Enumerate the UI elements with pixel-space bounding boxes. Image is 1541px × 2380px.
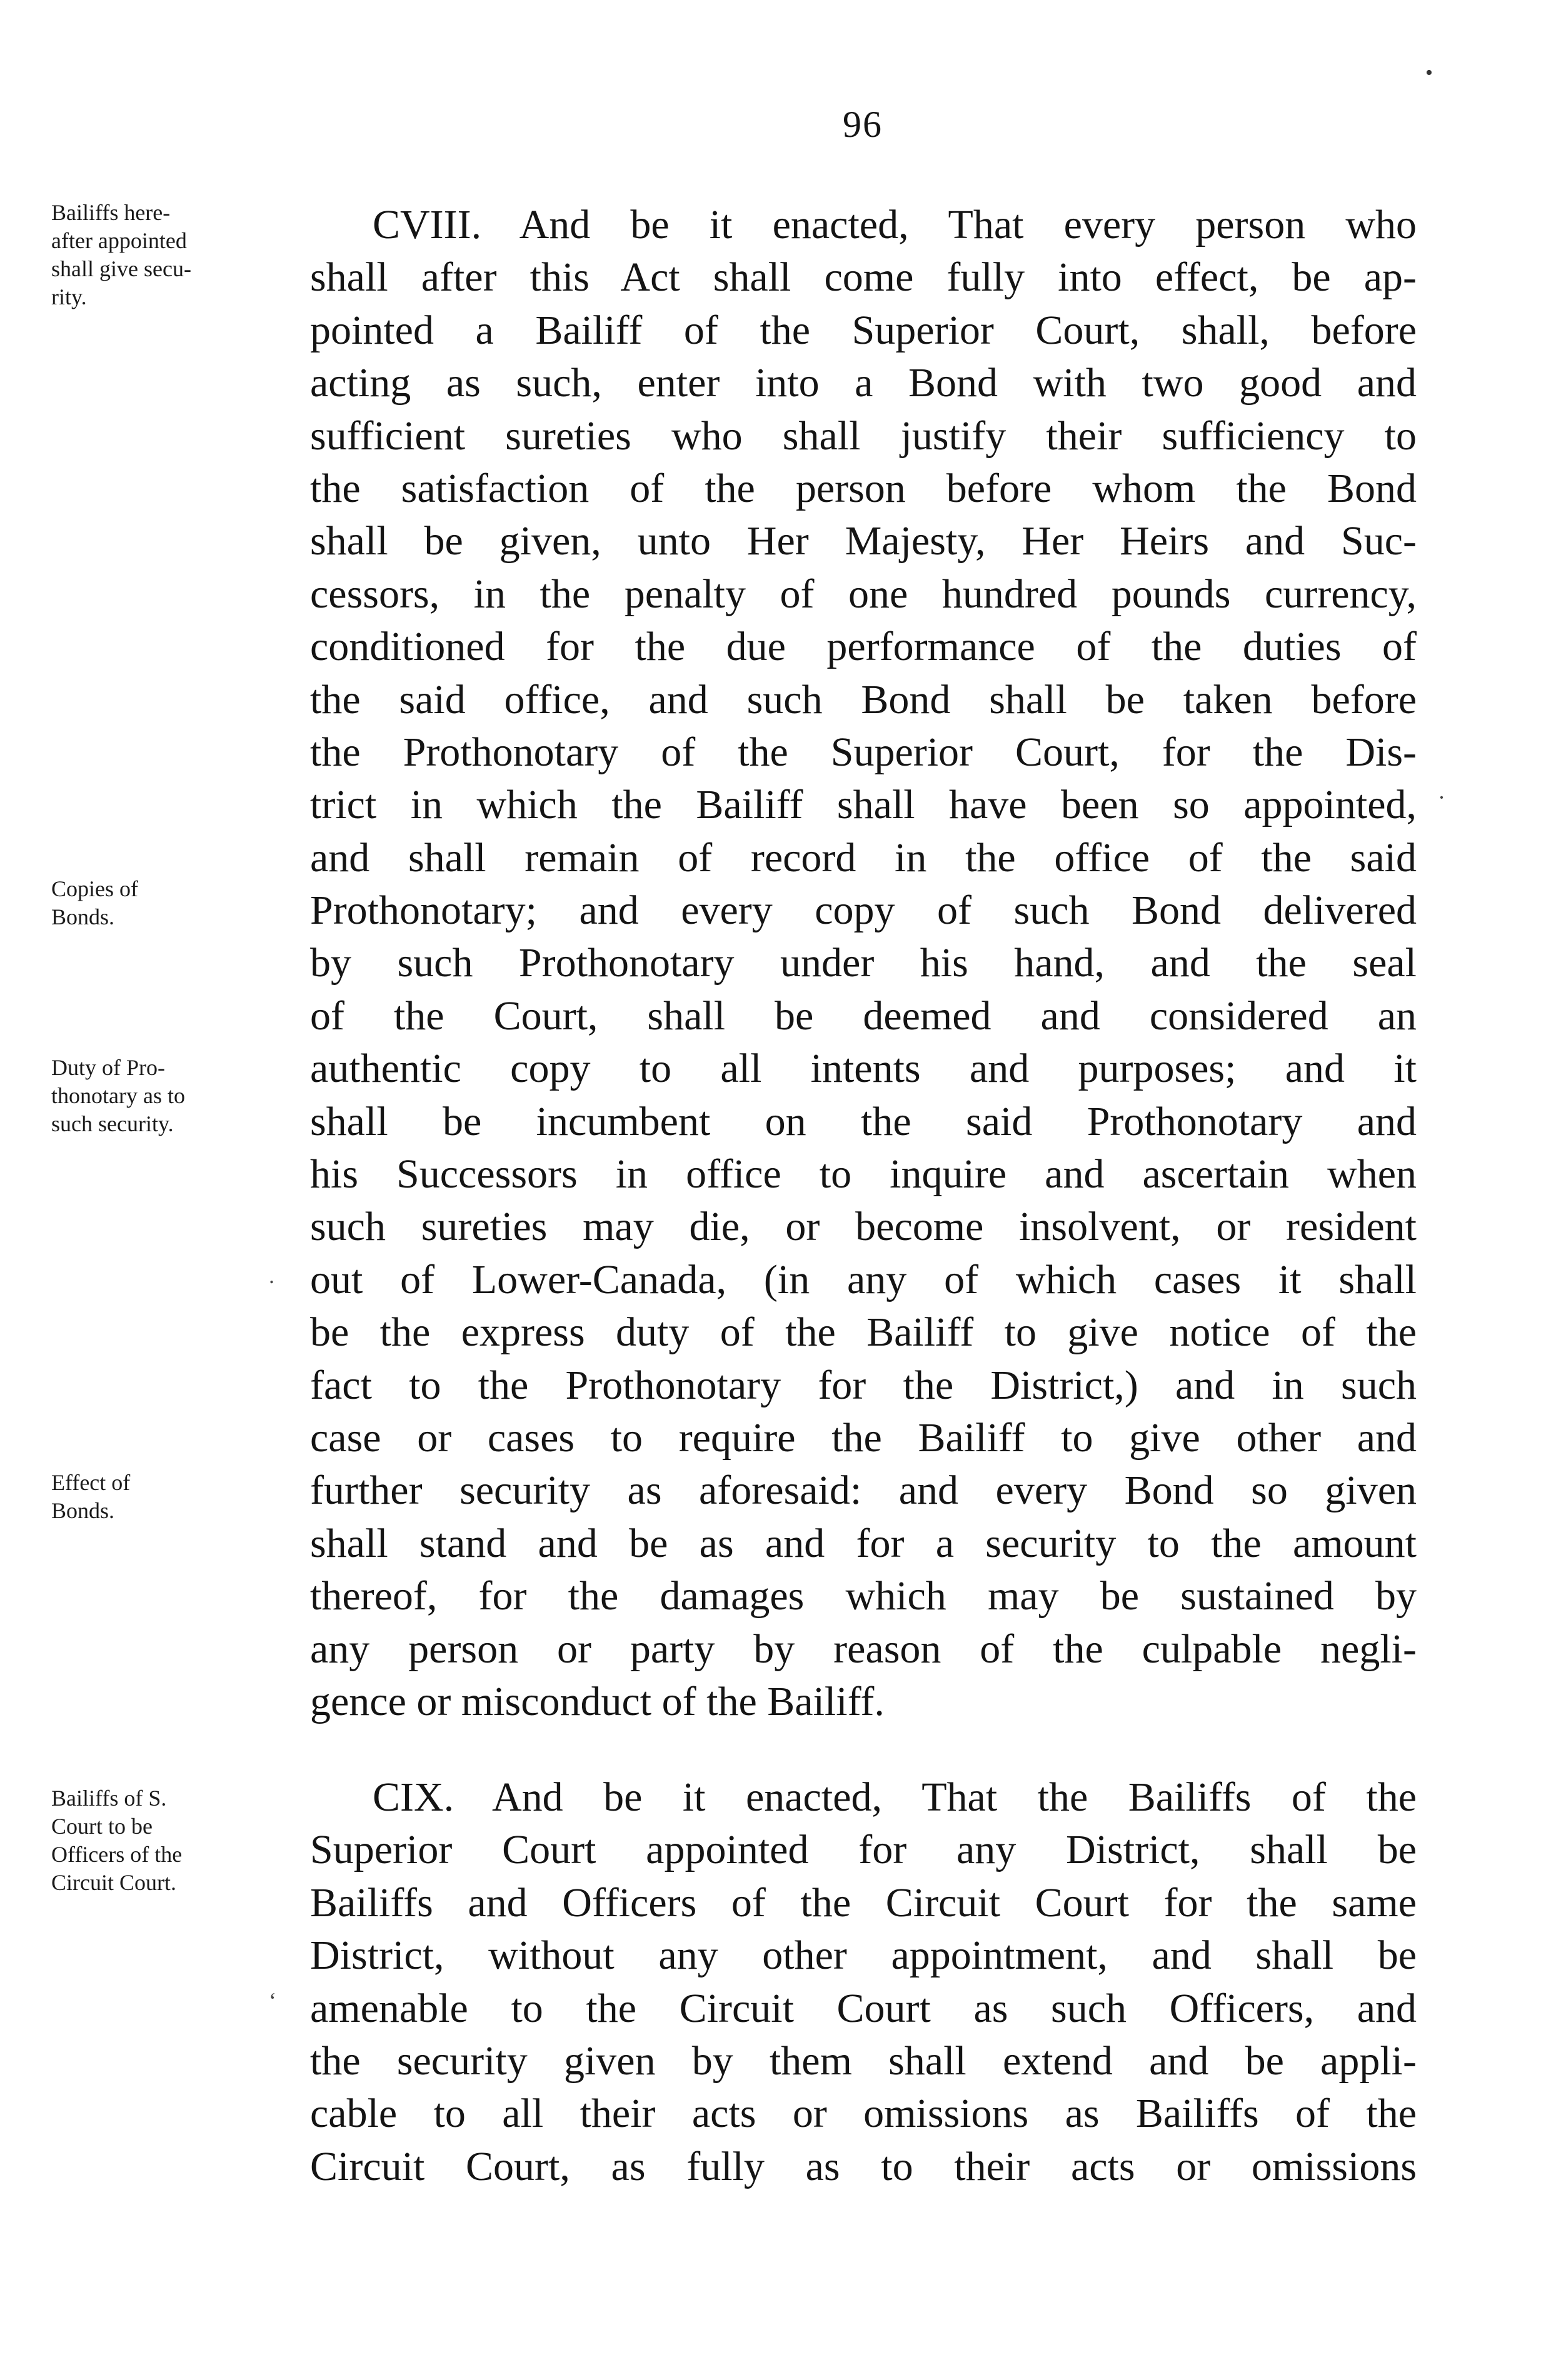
text-line: further security as aforesaid: and every Bond so given	[310, 1468, 1417, 1514]
text-line: trict in which the Bailiff shall have been so appointed,	[310, 782, 1417, 828]
margin-note-line: Bonds.	[51, 904, 115, 929]
page-number: 96	[843, 104, 883, 145]
text-line: cable to all their acts or omissions as Bailiffs of the	[310, 2091, 1417, 2137]
margin-note-line: Court to be	[51, 1814, 153, 1839]
text-line: out of Lower-Canada, (in any of which cases it shall	[310, 1256, 1417, 1302]
margin-note-line: such security.	[51, 1111, 174, 1136]
margin-note-bailiffs-security	[51, 199, 301, 311]
margin-note-line: Bailiffs of S.	[51, 1786, 167, 1811]
text-line: Prothonotary; and every copy of such Bond delivered	[310, 888, 1417, 934]
text-line: authentic copy to all intents and purposes; and it	[310, 1046, 1417, 1092]
text-line: Superior Court appointed for any District, shall be	[310, 1827, 1417, 1873]
stray-mark: .	[269, 1263, 274, 1288]
text-line: pointed a Bailiff of the Superior Court, shall, before	[310, 307, 1417, 353]
text-line: his Successors in office to inquire and ascertain when	[310, 1151, 1417, 1198]
text-line: conditioned for the due performance of the duties of	[310, 624, 1417, 670]
text-line: fact to the Prothonotary for the District,) and in such	[310, 1362, 1417, 1408]
text-line: the Prothonotary of the Superior Court, for the Dis-	[310, 729, 1417, 775]
text-line: any person or party by reason of the culpable negli-	[310, 1626, 1417, 1672]
text-line: the satisfaction of the person before whom the Bond	[310, 465, 1417, 511]
text-line: shall stand and be as and for a security to the amount	[310, 1520, 1417, 1566]
margin-note-line: rity.	[51, 284, 87, 309]
stray-mark: ʻ	[269, 1988, 276, 2013]
text-line: case or cases to require the Bailiff to give other and	[310, 1414, 1417, 1461]
text-line: of the Court, shall be deemed and considered an	[310, 992, 1417, 1039]
margin-note-line: thonotary as to	[51, 1083, 185, 1108]
text-line: such sureties may die, or become insolvent, or resident	[310, 1204, 1417, 1250]
text-line: Bailiffs and Officers of the Circuit Court for the same	[310, 1879, 1417, 1926]
text-line: acting as such, enter into a Bond with two good and	[310, 360, 1417, 406]
text-line: shall be given, unto Her Majesty, Her Heirs and Suc-	[310, 518, 1417, 564]
margin-note-effect-of-bonds	[51, 1469, 301, 1525]
margin-note-line: Officers of the	[51, 1842, 183, 1867]
text-line: CVIII. And be it enacted, That every person who	[373, 202, 1417, 248]
text-line: shall be incumbent on the said Prothonotary and	[310, 1098, 1417, 1144]
text-line: and shall remain of record in the office of the said	[310, 834, 1417, 881]
margin-note-line: Copies of	[51, 876, 138, 901]
stray-mark: ·	[1438, 785, 1445, 810]
text-line: District, without any other appointment, and shall be	[310, 1932, 1417, 1979]
margin-note-line: Circuit Court.	[51, 1870, 176, 1895]
section-cviii	[310, 199, 1417, 1728]
text-line: Circuit Court, as fully as to their acts or omissions	[310, 2143, 1417, 2189]
text-line: be the express duty of the Bailiff to give notice of the	[310, 1309, 1417, 1356]
text-line: shall after this Act shall come fully into effect, be ap-	[310, 254, 1417, 301]
margin-note-line: after appointed	[51, 228, 187, 253]
text-line: the security given by them shall extend and be appli-	[310, 2038, 1417, 2084]
text-line: sufficient sureties who shall justify their sufficiency to	[310, 412, 1417, 459]
margin-note-line: Bailiffs here-	[51, 200, 171, 225]
margin-note-bailiffs-circuit-court	[51, 1784, 301, 1897]
text-line: gence or misconduct of the Bailiff.	[310, 1678, 885, 1724]
section-cix	[310, 1771, 1417, 2193]
text-line: CIX. And be it enacted, That the Bailiffs of the	[373, 1774, 1417, 1820]
text-line: cessors, in the penalty of one hundred pounds currency,	[310, 571, 1417, 617]
margin-note-line: shall give secu-	[51, 256, 191, 281]
margin-note-line: Effect of	[51, 1470, 131, 1495]
text-line: thereof, for the damages which may be sustained by	[310, 1573, 1417, 1619]
text-line: amenable to the Circuit Court as such Officers, and	[310, 1985, 1417, 2031]
text-line: the said office, and such Bond shall be taken before	[310, 676, 1417, 722]
margin-note-copies-of-bonds	[51, 875, 301, 931]
margin-note-line: Bonds.	[51, 1498, 115, 1523]
margin-note-line: Duty of Pro-	[51, 1055, 165, 1080]
margin-note-duty-of-prothonotary	[51, 1054, 301, 1138]
text-line: by such Prothonotary under his hand, and the seal	[310, 940, 1417, 986]
corner-mark: •	[1425, 61, 1433, 84]
